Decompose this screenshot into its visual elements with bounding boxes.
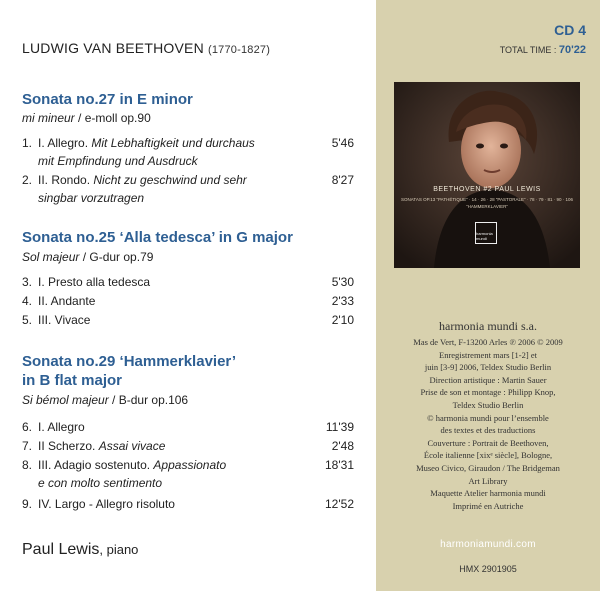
- sonata-key: mi mineur / e-moll op.90: [22, 111, 151, 125]
- track-duration: 5'46: [331, 136, 354, 150]
- harmonia-mundi-logo: harmonia mundi: [475, 222, 497, 244]
- disc-number: CD 4: [554, 22, 586, 38]
- sonata-title: Sonata no.27 in E minor: [22, 91, 193, 108]
- track-duration: 18'31: [325, 458, 354, 472]
- album-cover-image: [394, 82, 580, 268]
- track-duration: 8'27: [331, 173, 354, 187]
- cover-subtitle: SONATAS OP.13 “PATHÉTIQUE” · 14 · 26 · 28 “PASTORALE” · 78 · 79 · 81 · 90 · 106 “HAMMERKLAVIER”: [401, 197, 573, 209]
- sonata-title: Sonata no.29 ‘Hammerklavier’ in B flat major: [22, 353, 236, 389]
- track-duration: 2'10: [331, 313, 354, 327]
- performer-credit: Paul Lewis, piano: [22, 541, 139, 558]
- tracklist-panel: LUDWIG VAN BEETHOVEN (1770-1827) Sonata no.27 in E minor mi mineur / e-moll op.90 1. I. Allegro. Mit Lebhaftigkeit und durchaus mit Empfindung und Ausdruck 5'46 2. II. Rondo. Nicht zu geschwind und sehr singbar vorzutragen 8'27 Sonata no.25 ‘Alla tedesca’ in G major Sol majeur / G-dur op.79 3. I. Presto alla tedesca 5'30 4. II. Andante 2'33 5. III. Vivace 2'10 Sonata no.29 ‘Hammerklavier’ in B flat major Si bémol majeur / B-dur op.106 6. I. Allegro 11'39 7. II Scherzo. Assai vivace 2'48 8. III. Adagio sostenuto. Appassionato e con molto sentimento 18'31 9. IV. Largo - Allegro risoluto 12'52 Paul Lewis, piano: [0, 0, 376, 591]
- catalog-number: HMX 2901905: [459, 564, 517, 574]
- track-row: 8. III. Adagio sostenuto. Appassionato e con molto sentimento 18'31: [22, 458, 354, 490]
- track-row: 2. II. Rondo. Nicht zu geschwind und sehr singbar vorzutragen 8'27: [22, 173, 354, 205]
- cover-title: BEETHOVEN #2 PAUL LEWIS: [433, 186, 541, 193]
- sonata-title: Sonata no.25 ‘Alla tedesca’ in G major: [22, 229, 293, 246]
- track-duration: 2'48: [331, 439, 354, 453]
- website-link[interactable]: harmoniamundi.com: [440, 539, 536, 550]
- production-credits: Mas de Vert, F-13200 Arles ℗ 2006 © 2009 Enregistrement mars [1-2] et juin [3-9] 2006, Teldex Studio Berlin Direction artistique : Martin Sauer Prise de son et montage : Philipp Knop, Teldex Studio Berlin © harmonia mundi pour l’ensemble des textes et des traductions Couverture : Portrait de Beethoven, École italienne [xixᵉ siècle], Bologne, Museo Civico, Giraudon / The Bridgeman Art Library Maquette Atelier harmonia mundi Imprimé en Autriche: [413, 337, 563, 511]
- track-row: 1. I. Allegro. Mit Lebhaftigkeit und durchaus mit Empfindung und Ausdruck 5'46: [22, 136, 354, 168]
- composer-years: (1770-1827): [207, 44, 271, 56]
- track-duration: 11'39: [325, 420, 354, 434]
- record-label: harmonia mundi s.a.: [439, 319, 537, 333]
- composer-heading: LUDWIG VAN BEETHOVEN (1770-1827): [22, 40, 271, 56]
- sonata-key: Sol majeur / G-dur op.79: [22, 250, 154, 264]
- total-time: TOTAL TIME : 70'22: [499, 44, 586, 56]
- track-duration: 2'33: [331, 294, 354, 308]
- sonata-key: Si bémol majeur / B-dur op.106: [22, 393, 189, 407]
- track-duration: 12'52: [325, 497, 354, 511]
- track-duration: 5'30: [331, 275, 354, 289]
